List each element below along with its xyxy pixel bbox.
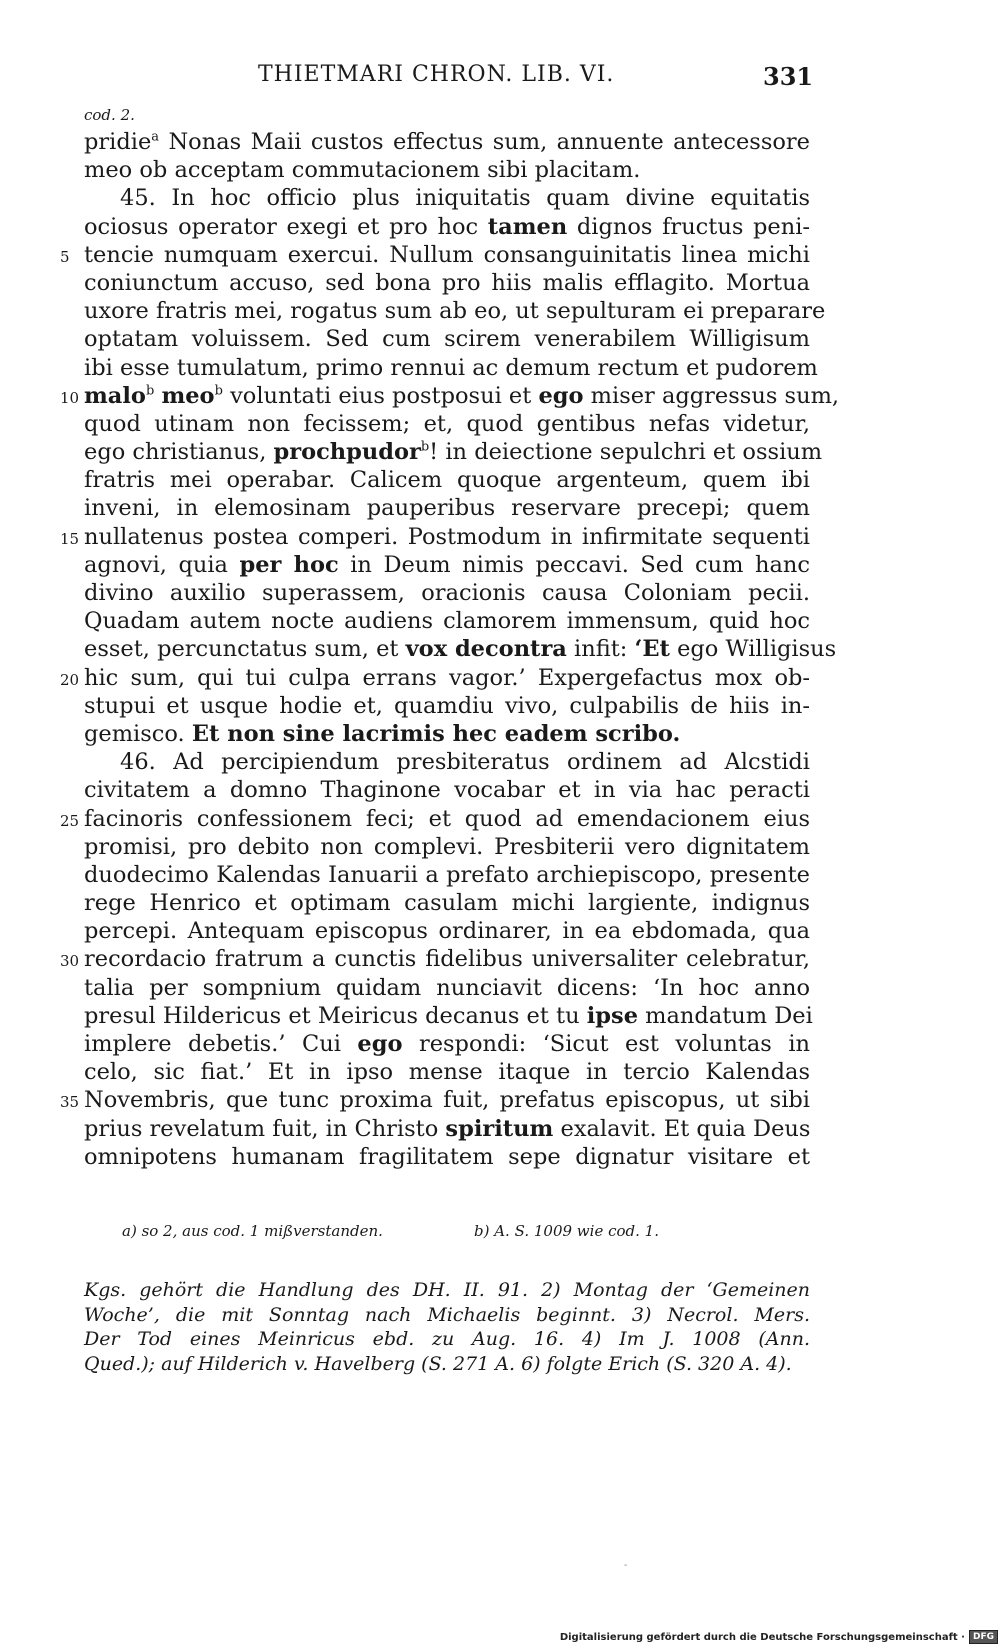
line-number: 35	[60, 1093, 80, 1112]
digitization-footer	[560, 1628, 1000, 1646]
text-line: meo ob acceptam commutacionem sibi placitam.	[84, 157, 641, 184]
text-line: pridie$^a$ Nonas Maii custos effectus sum, annuente antecessore	[84, 129, 811, 155]
text-line: agnovi, quia per hoc in Deum nimis peccavi. Sed cum hanc	[84, 551, 811, 578]
text-line: divino auxilio superassem, oracionis causa Coloniam pecii.	[84, 580, 810, 606]
text-line: gemisco. Et non sine lacrimis hec eadem scribo.	[84, 720, 681, 747]
funding-credit: Digitalisierung gefördert durch die Deutsche Forschungsgemeinschaft ·	[559, 1631, 965, 1643]
codex-note: cod. 2.	[84, 106, 135, 124]
text-line: presul Hildericus et Meiricus decanus et tu ipse mandatum Dei	[84, 1002, 813, 1029]
text-line: quod utinam non fecissem; et, quod gentibus nefas videtur,	[84, 410, 810, 437]
text-line: stupui et usque hodie et, quamdiu vivo, culpabilis de hiis in-	[84, 692, 810, 719]
text-line: 46. Ad percipiendum presbiteratus ordinem ad Alcstidi	[120, 749, 810, 776]
text-line: fratris mei operabar. Calicem quoque argenteum, quem ibi	[84, 467, 810, 494]
text-line: 5 tencie numquam exercui. Nullum consanguinitatis linea michi	[84, 241, 810, 269]
text-line: promisi, pro debito non complevi. Presbiterii vero dignitatem	[84, 833, 810, 860]
text-line: uxore fratris mei, rogatus sum ab eo, ut sepulturam ei preparare	[84, 298, 826, 325]
note-b: b) A. S. 1009 wie cod. 1.	[474, 1222, 659, 1240]
running-title: THIETMARI CHRON. LIB. VI.	[258, 62, 615, 87]
text-line: 15 nullatenus postea comperi. Postmodum in infirmitate sequenti	[84, 523, 810, 551]
text-line: Quadam autem nocte audiens clamorem immensum, quid hoc	[84, 608, 810, 635]
note-line: Der Tod eines Meinricus ebd. zu Aug. 16. 4) Im J. 1008 (Ann.	[84, 1328, 810, 1350]
main-text	[60, 128, 840, 1171]
note-line: Kgs. gehört die Handlung des DH. II. 91. 2) Montag der ‘Gemeinen	[84, 1279, 810, 1301]
text-line: 45. In hoc officio plus iniquitatis quam divine equitatis	[120, 185, 810, 212]
text-line: rege Henrico et optimam casulam michi largiente, indignus	[84, 890, 810, 917]
note-line: Qued.); auf Hilderich v. Havelberg (S. 271 A. 6) folgte Erich (S. 320 A. 4).	[84, 1352, 792, 1375]
text-line: omnipotens humanam fragilitatem sepe dignatur visitare et	[84, 1143, 810, 1170]
text-line: 35 Novembris, que tunc proxima fuit, prefatus episcopus, ut sibi	[84, 1086, 810, 1114]
line-number: 5	[60, 247, 70, 266]
text-line: celo, sic fiat.’ Et in ipso mense itaque in tercio Kalendas	[84, 1059, 810, 1086]
text-line: coniunctum accuso, sed bona pro hiis malis efflagito. Mortua	[84, 269, 810, 296]
text-line: 10 malo$^b$ meo$^b$ voluntati eius postposui et ego miser aggressus sum,	[84, 382, 810, 410]
text-line: duodecimo Kalendas Ianuarii a prefato archiepiscopo, presente	[84, 861, 810, 888]
page-number: 331	[763, 62, 814, 91]
text-line: talia per sompnium quidam nunciavit dicens: ‘In hoc anno	[84, 974, 810, 1001]
note-a: a) so 2, aus cod. 1 mißverstanden.	[122, 1222, 383, 1240]
historical-notes	[84, 1278, 810, 1376]
text-line: civitatem a domno Thaginone vocabar et in via hac peracti	[84, 777, 810, 804]
dfg-logo: DFG	[969, 1630, 998, 1644]
text-line: percepi. Antequam episcopus ordinarer, in ea ebdomada, qua	[84, 918, 810, 945]
text-line: 20 hic sum, qui tui culpa errans vagor.’ Expergefactus mox ob-	[84, 664, 810, 692]
text-line: implere debetis.’ Cui ego respondi: ‘Sicut est voluntas in	[84, 1031, 811, 1057]
text-line: inveni, in elemosinam pauperibus reservare precepi; quem	[84, 495, 810, 522]
scan-speck: -	[624, 1560, 628, 1571]
text-line: ego christianus, prochpudor$^b$! in deiectione sepulchri et ossium	[84, 439, 823, 466]
text-line: 25 facinoris confessionem feci; et quod ad emendacionem eius	[84, 805, 810, 833]
text-line: ociosus operator exegi et pro hoc tamen dignos fructus peni-	[84, 213, 811, 240]
note-line: Woche’, die mit Sonntag nach Michaelis beginnt. 3) Necrol. Mers.	[84, 1303, 810, 1326]
text-line: esset, percunctatus sum, et vox decontra infit: ‘Et ego Willigisus	[84, 636, 837, 663]
line-number: 10	[60, 388, 80, 407]
line-number: 25	[60, 811, 80, 830]
text-line: prius revelatum fuit, in Christo spiritum exalavit. Et quia Deus	[84, 1115, 811, 1142]
line-number: 15	[60, 529, 80, 548]
text-line: ibi esse tumulatum, primo rennui ac demum rectum et pudorem	[84, 354, 818, 381]
running-header	[0, 58, 1000, 98]
text-line: 30 recordacio fratrum a cunctis fidelibus universaliter celebratur,	[84, 945, 810, 973]
line-number: 30	[60, 952, 80, 971]
footnote-marker-a: a	[151, 129, 160, 145]
text-line: optatam voluissem. Sed cum scirem venerabilem Willigisum	[84, 326, 810, 353]
line-number: 20	[60, 670, 80, 689]
